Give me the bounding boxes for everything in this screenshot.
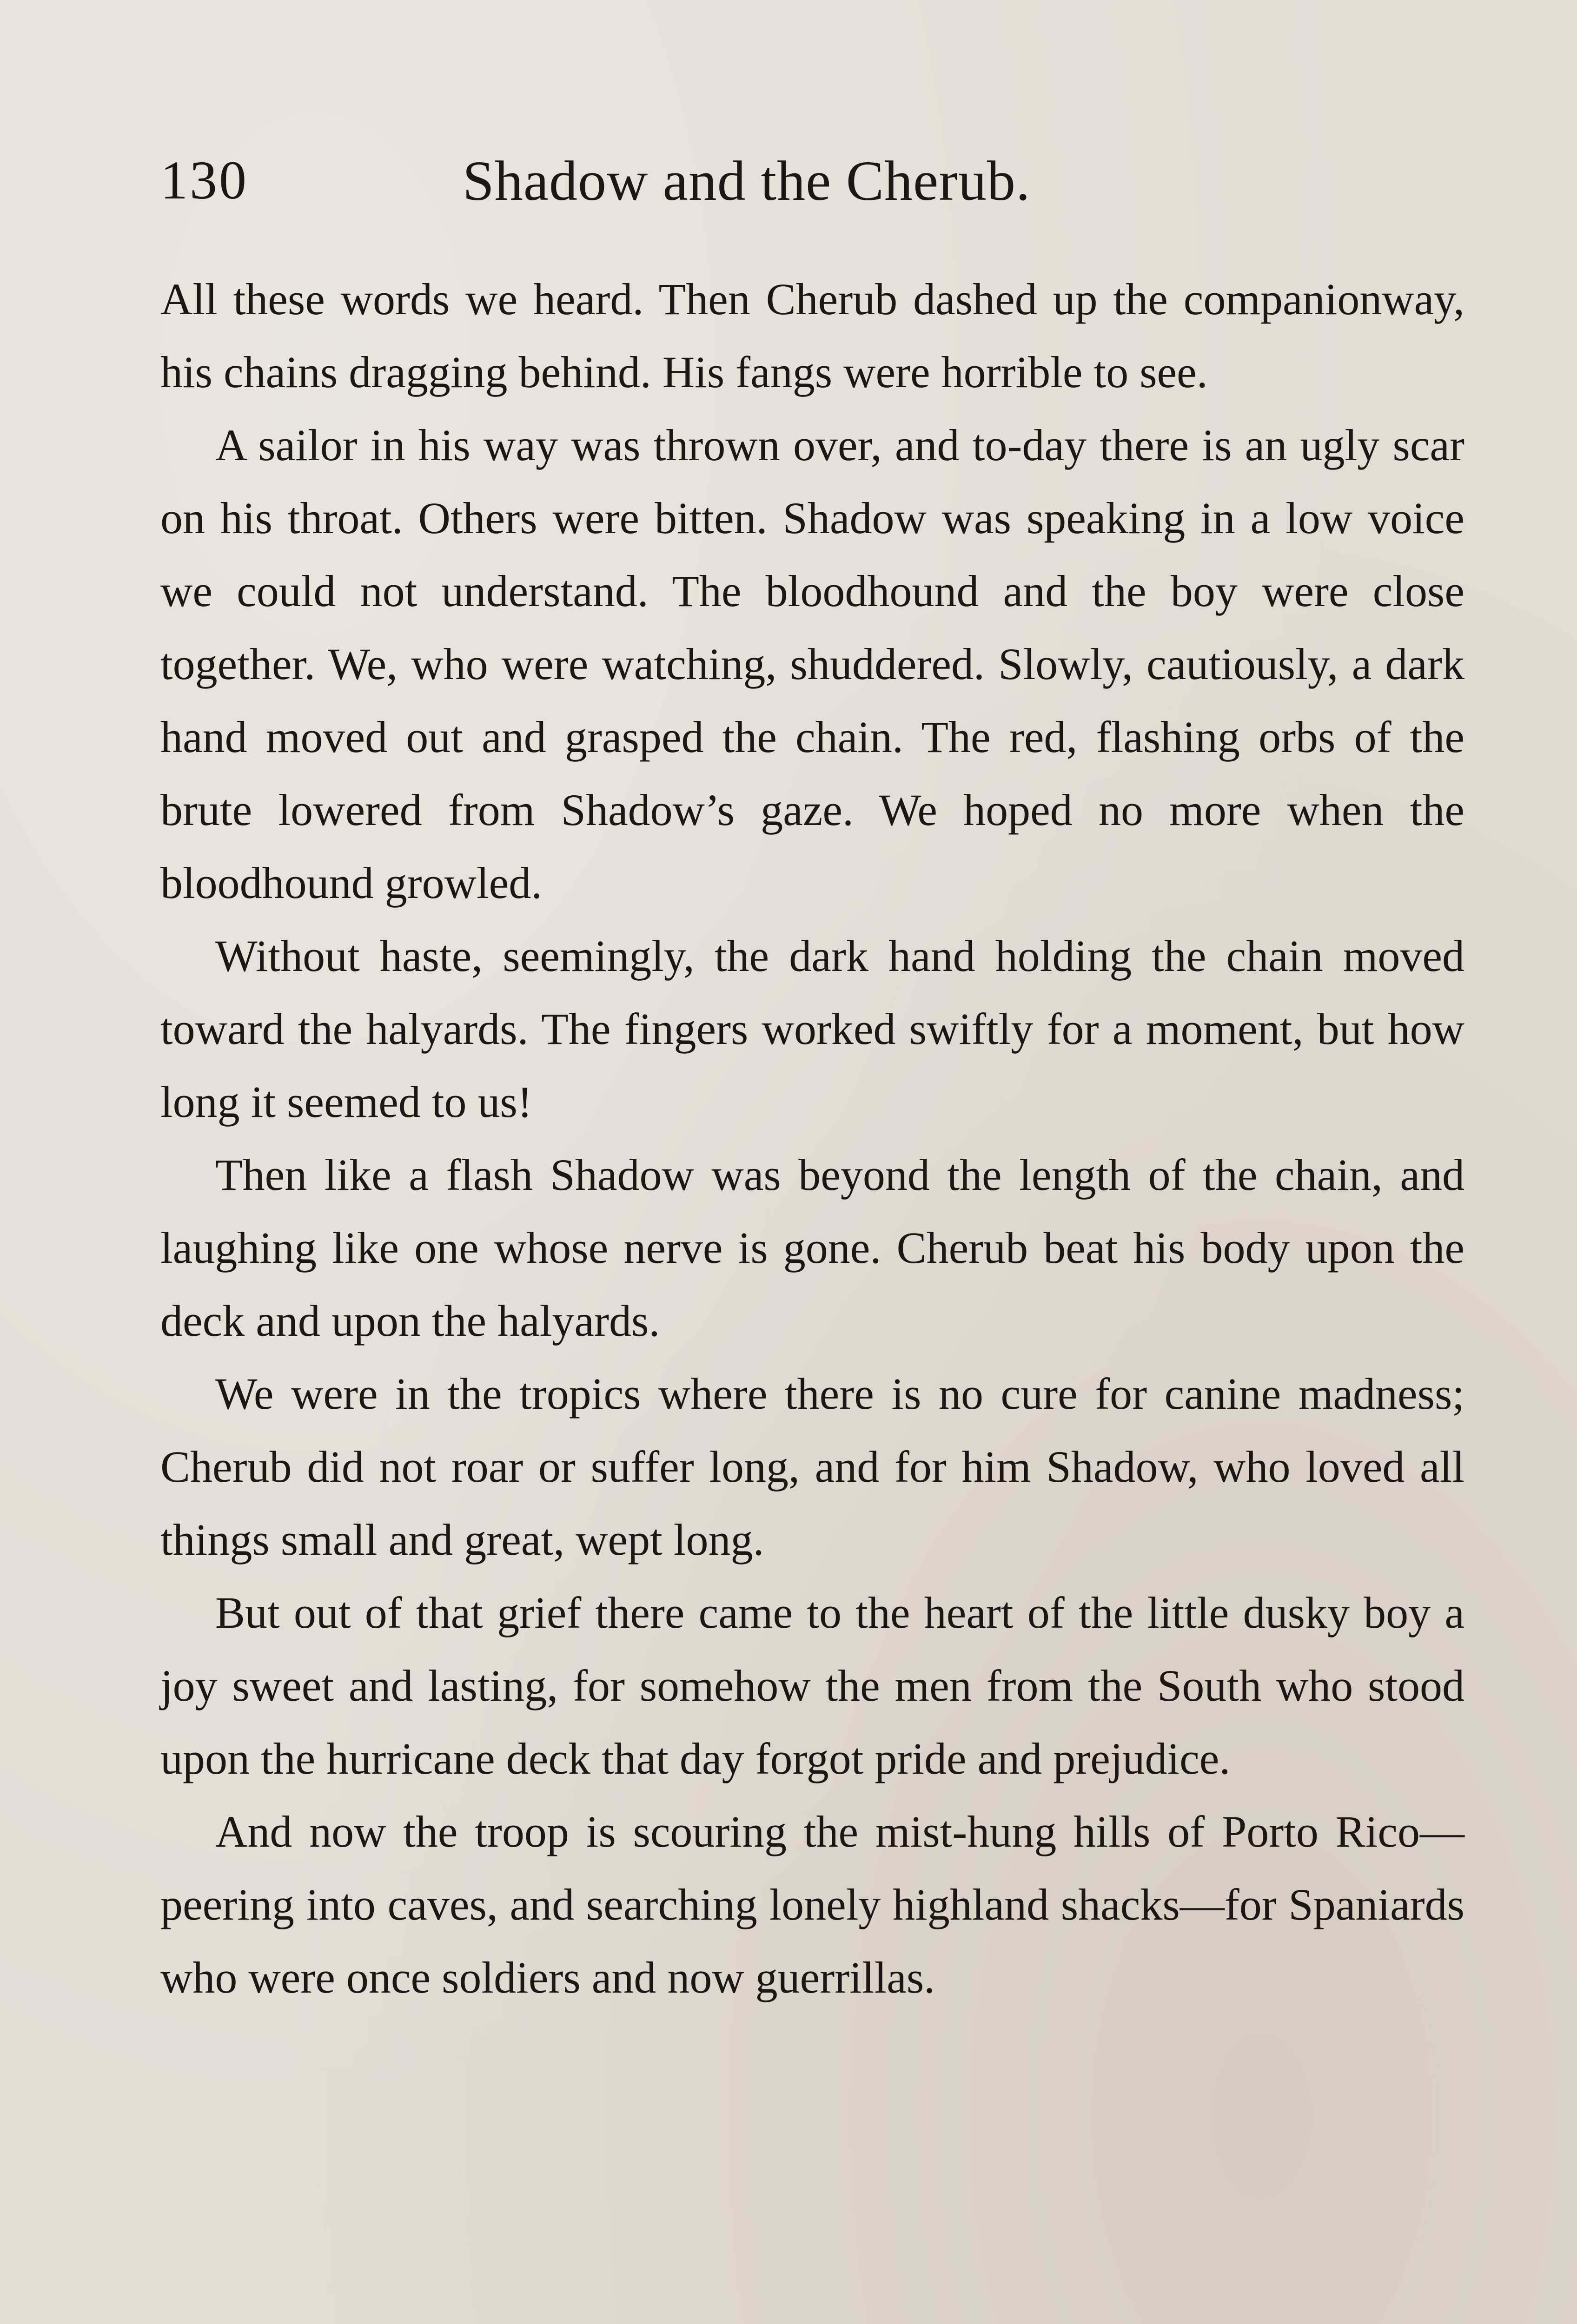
paragraph-4: Then like a flash Shadow was beyond the length of the chain, and laughing like one whose nerve is gone. Cherub beat his body upon the deck and upon the halyards. bbox=[160, 1150, 1464, 1346]
paragraph-1: All these words we heard. Then Cherub dashed up the companionway, his chains dragging behind. His fangs were horrible to see. bbox=[160, 274, 1464, 397]
paragraph-5: We were in the tropics where there is no cure for canine madness; Cherub did not roar or suffer long, and for him Shadow, who loved all things small and great, wept long. bbox=[160, 1369, 1464, 1565]
paragraph-6: But out of that grief there came to the heart of the little dusky boy a joy sweet and lasting, for somehow the men from the South who stood upon the hurricane deck that day forgot pride and prejudice. bbox=[160, 1588, 1464, 1783]
running-head bbox=[160, 139, 1458, 232]
page-number: 130 bbox=[160, 150, 248, 211]
body-text bbox=[160, 263, 1464, 2014]
paragraph-7: And now the troop is scouring the mist-hung hills of Porto Rico—peering into caves, and searching lonely highland shacks—for Spaniards who were once soldiers and now guerrillas. bbox=[160, 1807, 1464, 2002]
paragraph-3: Without haste, seemingly, the dark hand holding the chain moved toward the halyards. The fingers worked swiftly for a moment, but how long it seemed to us! bbox=[160, 931, 1464, 1127]
running-title: Shadow and the Cherub. bbox=[463, 150, 1031, 212]
paragraph-2: A sailor in his way was thrown over, and to-day there is an ugly scar on his throat. Others were bitten. Shadow was speaking in a low voice we could not understand. The bloodhound and the boy were close together. We, who were watching, shuddered. Slowly, cautiously, a dark hand moved out and grasped the chain. The red, flashing orbs of the brute lowered from Shadow’s gaze. We hoped no more when the bloodhound growled. bbox=[160, 420, 1464, 908]
